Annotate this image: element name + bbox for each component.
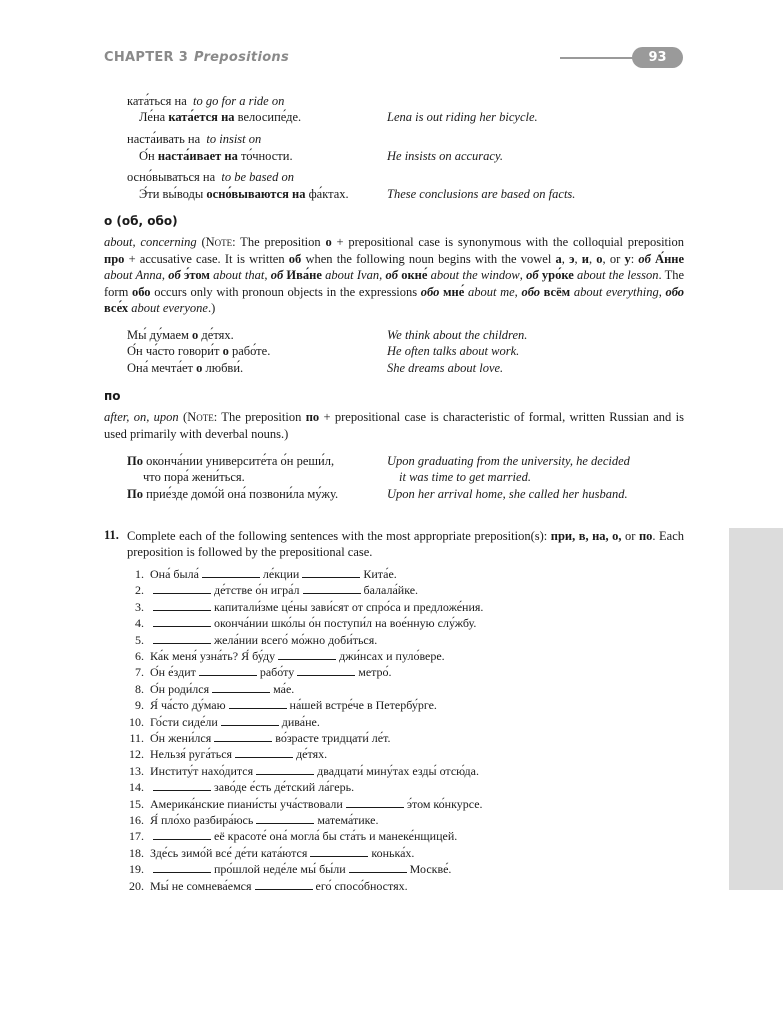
running-header [104, 50, 289, 65]
exercise-item-text: оконча́нии шко́лы о́н поступи́л на вое́нную слу́жбу. [214, 616, 477, 631]
answer-blank[interactable] [278, 650, 336, 660]
exercise-item [104, 698, 704, 713]
exercise-item-number: 20. [129, 878, 144, 893]
exercise-item [104, 879, 704, 894]
exercise-item-text: его́ спосо́бностях. [315, 878, 408, 893]
exercise-item-text: балала́йке. [363, 583, 419, 598]
answer-blank[interactable] [221, 716, 279, 726]
verb-headword: ката́ться на to go for a ride on [127, 94, 285, 108]
exercise-item-number: 19. [129, 862, 144, 877]
exercise-item-text: Институ́т нахо́дится [150, 763, 254, 778]
answer-blank[interactable] [302, 568, 360, 578]
answer-blank[interactable] [310, 847, 368, 857]
exercise-item-number: 9. [135, 698, 144, 713]
exercise-item [104, 764, 704, 779]
answer-blank[interactable] [153, 634, 211, 644]
exercise-item-number: 4. [135, 616, 144, 631]
exercise-item [104, 616, 704, 631]
exercise-item-text: ле́кции [262, 567, 300, 581]
section-heading-po: по [104, 389, 121, 403]
exercise-item [104, 600, 704, 615]
answer-blank[interactable] [256, 814, 314, 824]
exercise-item [104, 633, 704, 648]
exercise-item-text: матема́тике. [317, 813, 379, 827]
chapter-title: Prepositions [194, 50, 290, 65]
exercise-item-text: дива́не. [281, 714, 320, 729]
exercise-item-text: Ка́к меня́ узна́ть? Я́ бу́ду [150, 649, 276, 663]
exercise-item [104, 829, 704, 844]
answer-blank[interactable] [153, 781, 211, 791]
exercise-item-text: Нельзя́ руга́ться [150, 747, 233, 762]
exercise-item-number: 7. [135, 665, 144, 680]
verb-headword: наста́ивать на to insist on [127, 132, 262, 146]
exercise-item-number: 18. [129, 845, 144, 860]
side-thumb-tab [729, 528, 783, 890]
exercise-item-text: Она́ была́ [150, 567, 199, 581]
exercise-item-text: про́шлой неде́ле мы́ бы́ли [214, 862, 346, 877]
exercise-item-text: э́том ко́нкурсе. [406, 796, 483, 811]
exercise-item-text: Я́ пло́хо разбира́юсь [150, 813, 254, 827]
exercise-item-text: Я́ ча́сто ду́маю [150, 698, 226, 713]
exercise-item-text: де́тстве о́н игра́л [214, 583, 300, 598]
exercise-item [104, 583, 704, 598]
exercise-item-text: О́н жени́лся [150, 731, 212, 745]
exercise-item [104, 747, 704, 762]
exercise-item-number: 12. [129, 747, 144, 762]
page-number: 93 [648, 50, 667, 65]
exercise-item-text: метро́. [358, 665, 392, 680]
exercise-item [104, 715, 704, 730]
exercise-item-text: Москве́. [409, 862, 452, 877]
page-number-badge [632, 47, 683, 68]
exercise-item-number: 5. [135, 632, 144, 647]
exercise-item-number: 6. [135, 649, 144, 663]
answer-blank[interactable] [153, 617, 211, 627]
exercise-item-text: во́зрасте тридцати́ ле́т. [275, 731, 391, 745]
exercise-item-number: 8. [135, 681, 144, 696]
answer-blank[interactable] [229, 699, 287, 709]
answer-blank[interactable] [349, 863, 407, 873]
exercise-number: 11. [104, 528, 119, 542]
answer-blank[interactable] [153, 584, 211, 594]
answer-blank[interactable] [214, 732, 272, 742]
exercise-item [104, 567, 704, 582]
exercise-item-number: 14. [129, 780, 144, 795]
exercise-item-number: 17. [129, 829, 144, 844]
answer-blank[interactable] [255, 880, 313, 890]
answer-blank[interactable] [199, 666, 257, 676]
exercise-item-text: Го́сти сиде́ли [150, 714, 218, 729]
exercise-item-text: конька́х. [371, 845, 415, 860]
answer-blank[interactable] [256, 765, 314, 775]
exercise-item [104, 797, 704, 812]
answer-blank[interactable] [303, 584, 361, 594]
answer-blank[interactable] [297, 666, 355, 676]
chapter-label: CHAPTER 3 [104, 50, 189, 65]
exercise-item-text: её красоте́ она́ могла́ бы ста́ть и манеке́нщицей. [214, 829, 458, 844]
exercise-item-text: заво́де е́сть де́тский ла́герь. [214, 780, 355, 795]
answer-blank[interactable] [153, 830, 211, 840]
exercise-item-number: 10. [129, 714, 144, 729]
answer-blank[interactable] [153, 601, 211, 611]
exercise-item [104, 731, 704, 746]
exercise-item-text: на́шей встре́че в Петербу́рге. [289, 698, 437, 713]
exercise-item-number: 3. [135, 599, 144, 614]
exercise-item [104, 665, 704, 680]
header-rule [560, 57, 640, 59]
exercise-item-text: Зде́сь зимо́й все́ де́ти ката́ются [150, 845, 308, 860]
exercise-item-text: жела́нии всего́ мо́жно доби́ться. [214, 632, 378, 647]
answer-blank[interactable] [202, 568, 260, 578]
answer-blank[interactable] [235, 748, 293, 758]
exercise-item-text: Америка́нские пиани́сты уча́ствовали [150, 796, 343, 811]
verb-headword: осно́вываться на to be based on [127, 170, 294, 184]
exercise-item [104, 846, 704, 861]
exercise-item [104, 780, 704, 795]
exercise-item-number: 2. [135, 583, 144, 598]
exercise-item [104, 682, 704, 697]
exercise-item-number: 11. [129, 731, 144, 745]
exercise-item-text: О́н роди́лся [150, 681, 210, 696]
exercise-item [104, 862, 704, 877]
section-heading-o: о (об, обо) [104, 214, 178, 228]
exercise-item-number: 15. [129, 796, 144, 811]
section-po-description: after, on, upon (Note: The preposition по + prepositional case is characteristic of formal, written Russian and is used primarily with deverbal nouns.) [104, 410, 684, 441]
exercise-item-text: рабо́ту [259, 665, 295, 680]
answer-blank[interactable] [153, 863, 211, 873]
exercise-item-text: джи́нсах и пуло́вере. [339, 649, 445, 663]
exercise-item-number: 1. [135, 567, 144, 581]
exercise-item [104, 813, 704, 828]
section-o-description: about, concerning (Note: The preposition о + prepositional case is synonymous with the colloquial preposition про + accusative case. It is written об when the following noun begins with the vowel а, э, и, о, or у: об А́нне about Anna, об э́том about that, об Ива́не about Ivan, об окне́ about the window, об уро́ке about the lesson. The form обо occurs only with pronoun objects in the expressions обо мне́ about me, обо всём about everything, обо все́х about everyone.) [104, 235, 685, 315]
exercise-item-number: 13. [129, 763, 144, 778]
exercise-item [104, 649, 704, 664]
exercise-instruction: Complete each of the following sentences with the most appropriate preposition(s): при, в, на, о, or по. Each preposition is followed by the prepositional case. [127, 529, 685, 559]
exercise-item-text: Кита́е. [363, 567, 397, 581]
exercise-item-text: капитали́зме це́ны зави́сят от спро́са и предложе́ния. [214, 599, 484, 614]
exercise-item-text: О́н е́здит [150, 665, 196, 680]
exercise-item-text: де́тях. [296, 747, 328, 762]
exercise-item-text: двадцати́ мину́тах езды́ отсю́да. [317, 763, 479, 778]
exercise-item-text: Мы́ не сомнева́емся [150, 878, 252, 893]
exercise-item-text: ма́е. [273, 681, 295, 696]
answer-blank[interactable] [212, 683, 270, 693]
answer-blank[interactable] [346, 798, 404, 808]
exercise-item-number: 16. [129, 813, 144, 827]
